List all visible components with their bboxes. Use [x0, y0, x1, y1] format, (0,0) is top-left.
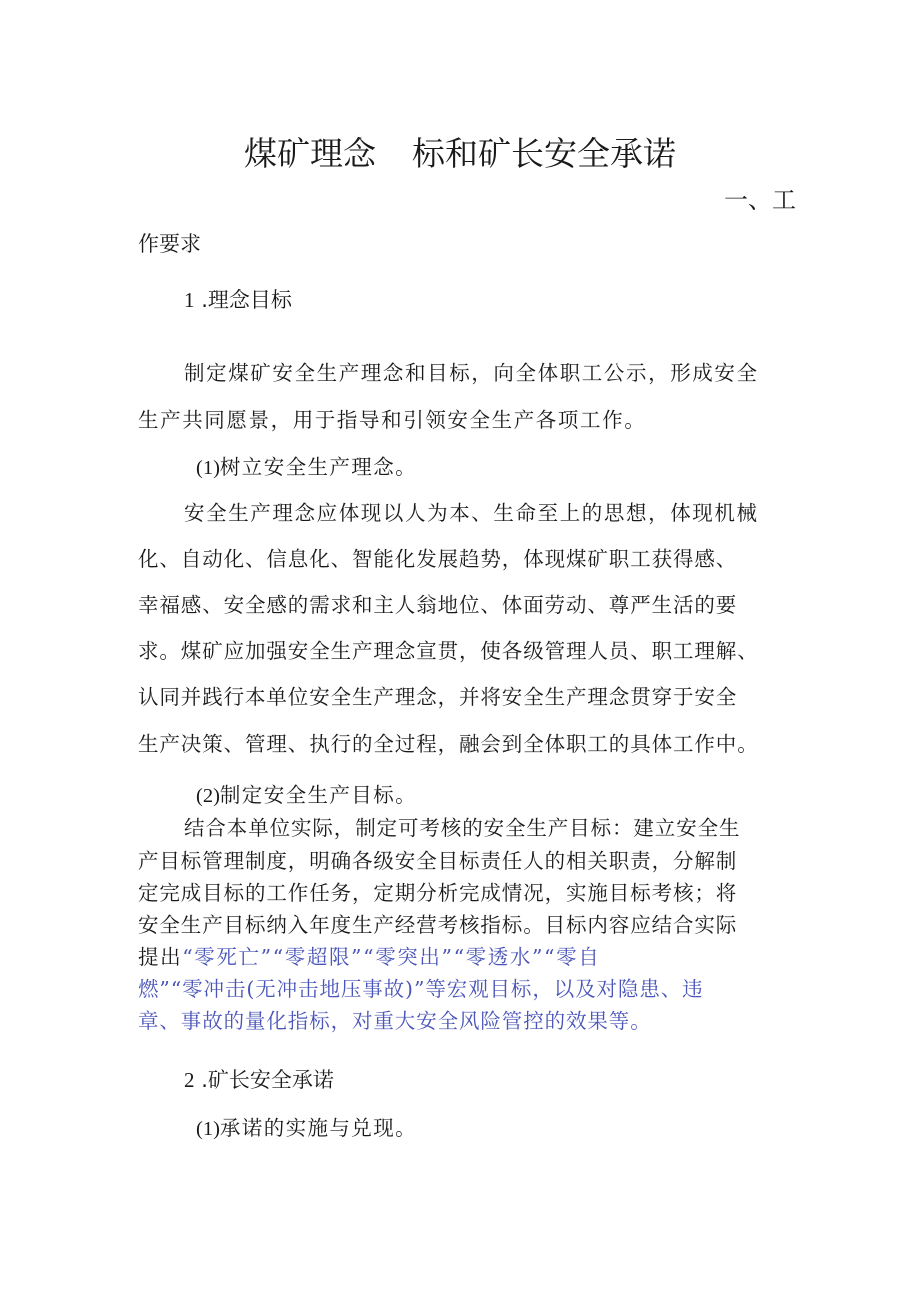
paragraph-line: 生产共同愿景，用于指导和引领安全生产各项工作。 — [138, 408, 647, 432]
paragraph-line: 安全生产目标纳入年度生产经营考核指标。目标内容应结合实际 — [138, 913, 738, 937]
list-item-number: (1) — [196, 1118, 220, 1140]
section-heading-part-b: 作要求 — [138, 232, 201, 256]
paragraph-line: 生产决策、管理、执行的全过程，融会到全体职工的具体工作中。 — [138, 732, 759, 756]
highlighted-paragraph-line: 燃”“零冲击(无冲击地压事故)”等宏观目标，以及对隐患、违 — [138, 977, 704, 1001]
paragraph-line: 认同并践行本单位安全生产理念，并将安全生产理念贯穿于安全 — [138, 685, 738, 709]
paragraph-line: 结合本单位实际，制定可考核的安全生产目标：建立安全生 — [184, 816, 741, 840]
paragraph-line: 定完成目标的工作任务，定期分析完成情况，实施目标考核；将 — [138, 881, 738, 905]
paragraph-line: 化、自动化、信息化、智能化发展趋势，体现煤矿职工获得感、 — [138, 547, 738, 571]
title-part-2: 标和矿长安全承诺 — [412, 134, 676, 173]
list-item-number: (2) — [196, 785, 220, 807]
list-item-text: 制定安全生产目标。 — [219, 783, 418, 807]
list-item-heading — [196, 778, 417, 808]
subheading-mine-director-commitment — [184, 1064, 334, 1094]
title-part-1: 煤矿理念 — [244, 134, 376, 173]
subheading-label: .矿长安全承诺 — [201, 1068, 334, 1092]
section-heading-part-a: 一、工 — [724, 186, 796, 214]
list-item-text: 树立安全生产理念。 — [219, 455, 418, 479]
paragraph-line: 安全生产理念应体现以人为本、生命至上的思想，体现机械 — [184, 501, 759, 525]
subheading-number: 2 — [184, 1068, 195, 1092]
list-item-number: (1) — [196, 457, 220, 479]
highlighted-paragraph-line: 章、事故的量化指标，对重大安全风险管控的效果等。 — [138, 1009, 652, 1033]
list-item-heading — [196, 1111, 417, 1141]
subheading-concept-goal — [184, 284, 292, 314]
subheading-number: 1 — [184, 288, 195, 312]
paragraph-text: 提出 — [138, 945, 183, 969]
list-item-text: 承诺的实施与兑现。 — [219, 1116, 418, 1140]
subheading-label: .理念目标 — [201, 288, 292, 312]
list-item-heading — [196, 450, 417, 480]
paragraph-line: 制定煤矿安全生产理念和目标，向全体职工公示，形成安全 — [184, 361, 759, 385]
paragraph-line: 求。煤矿应加强安全生产理念宣贯，使各级管理人员、职工理解、 — [138, 639, 759, 663]
paragraph-line: 幸福感、安全感的需求和主人翁地位、体面劳动、尊严生活的要 — [138, 593, 738, 617]
paragraph-line: 产目标管理制度，明确各级安全目标责任人的相关职责，分解制 — [138, 849, 738, 873]
highlighted-text: “零死亡”“零超限”“零突出”“零透水”“零自 — [182, 945, 601, 969]
paragraph-line — [138, 940, 600, 970]
page-title — [0, 128, 920, 175]
